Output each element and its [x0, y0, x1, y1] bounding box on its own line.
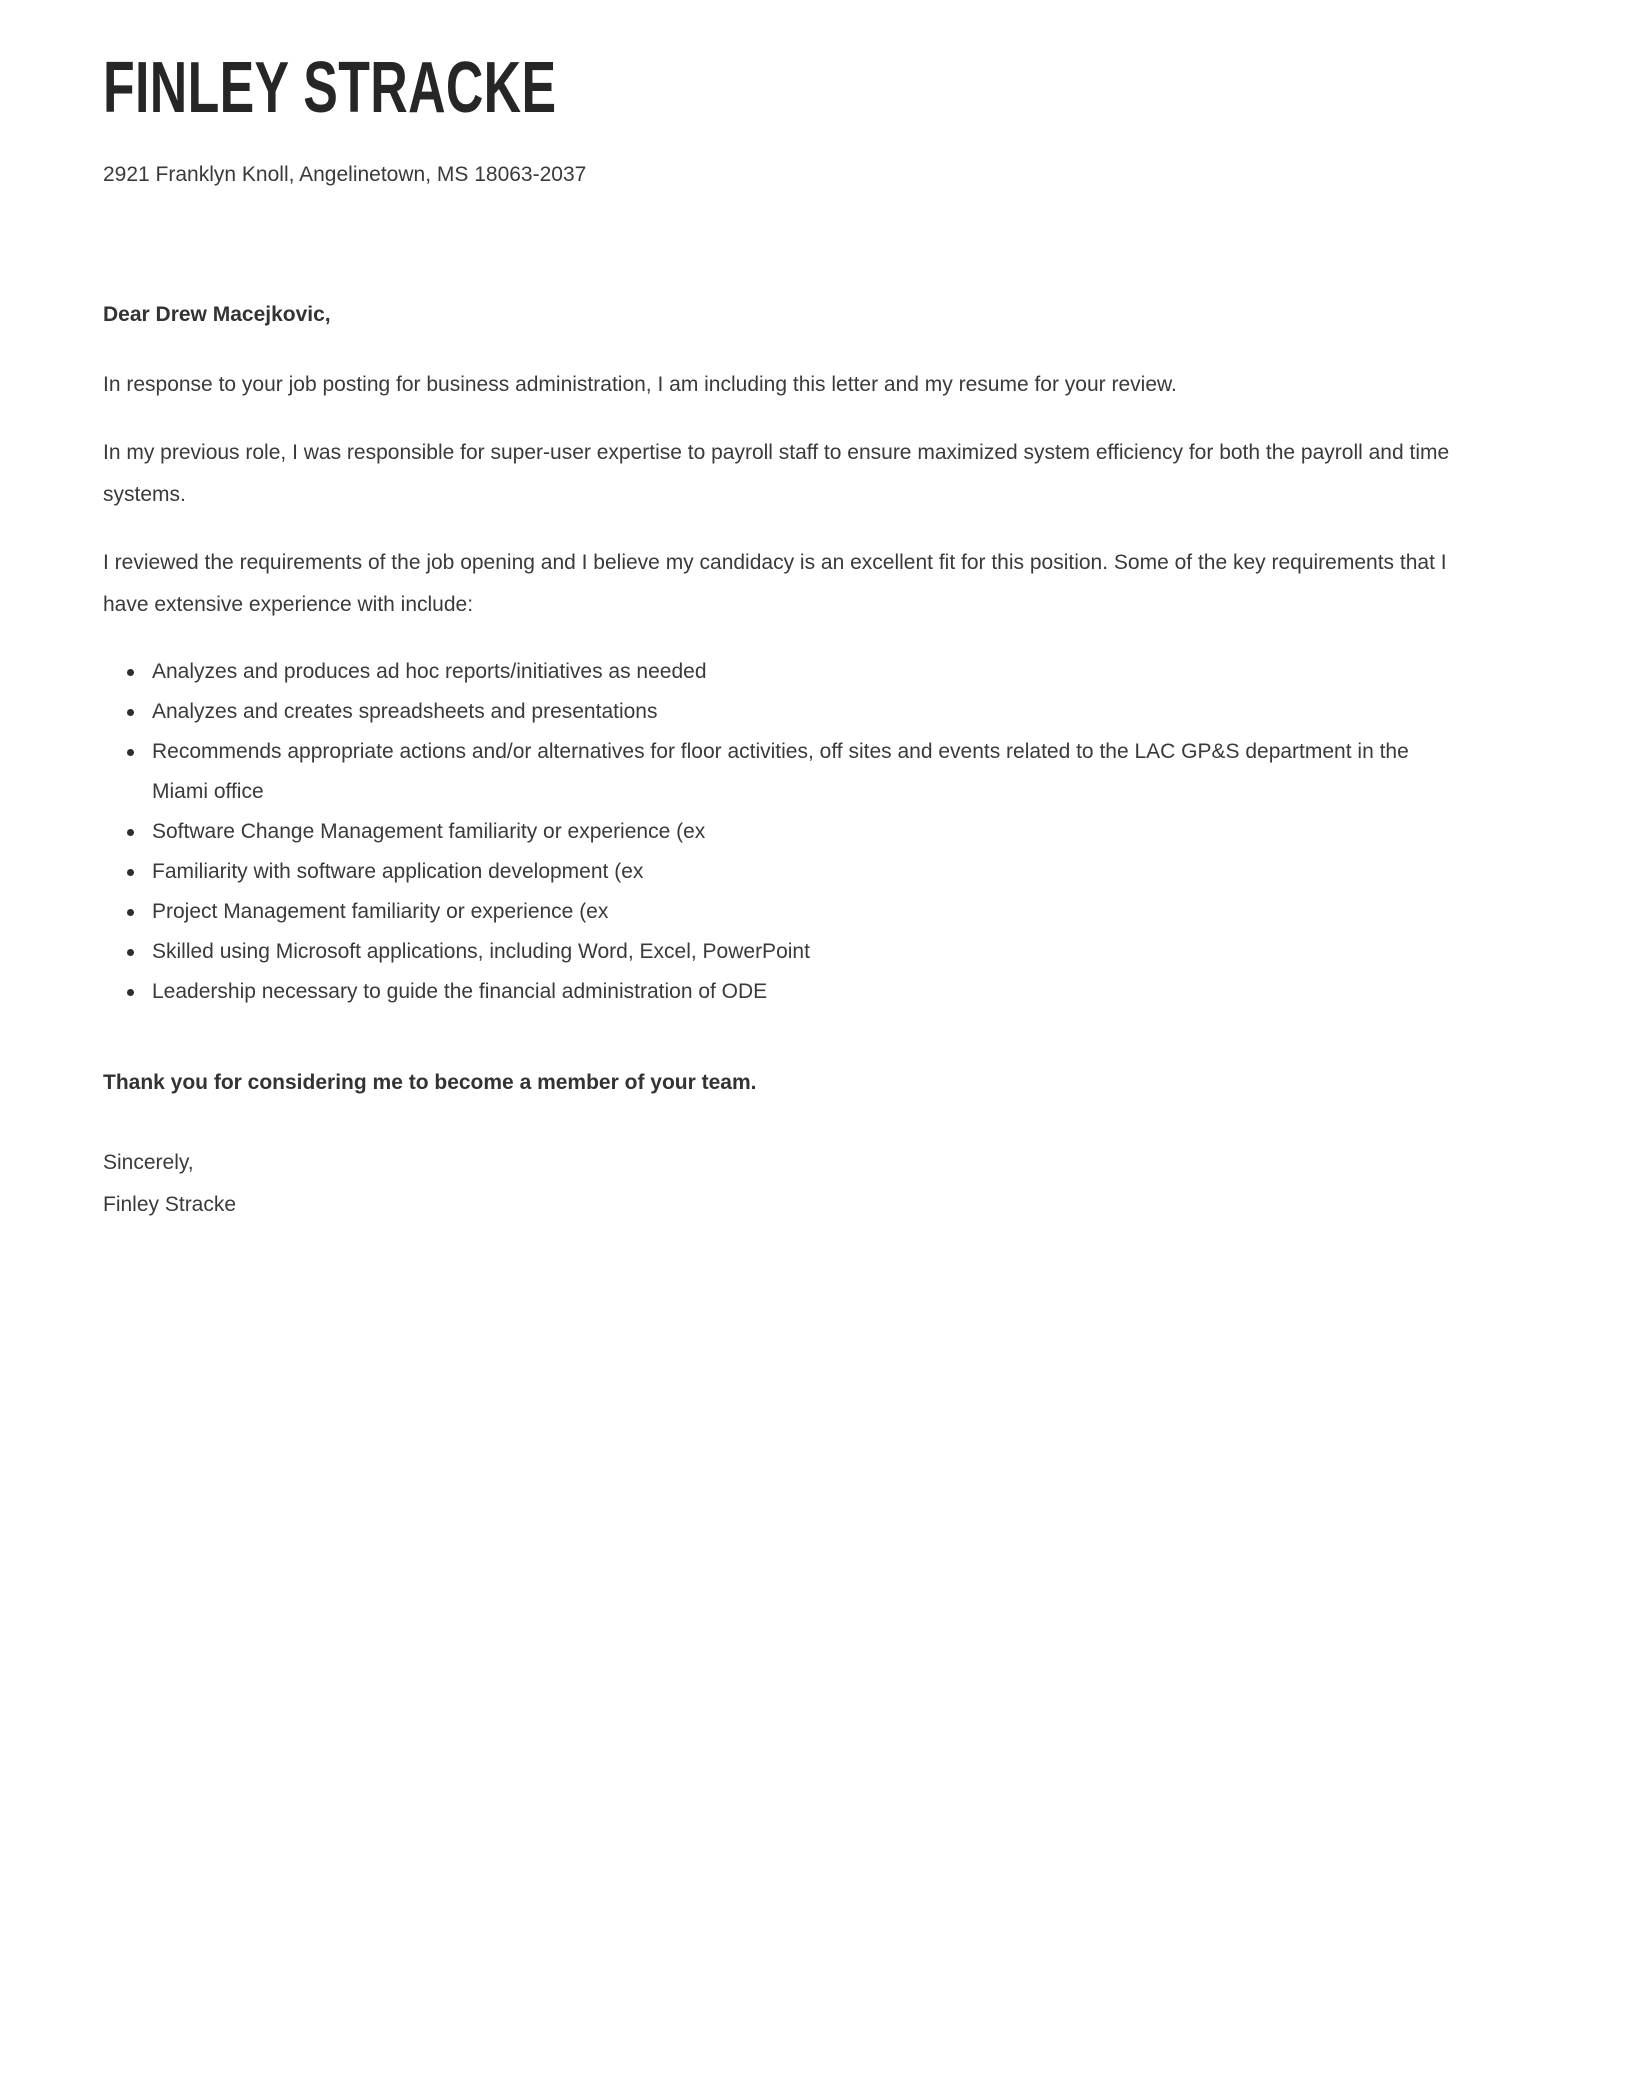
- signoff-line: Sincerely,: [103, 1151, 194, 1174]
- list-item: Leadership necessary to guide the financial administration of ODE: [127, 972, 1458, 1012]
- letter-paragraph: In response to your job posting for business administration, I am including this letter and my resume for your review.: [103, 373, 1177, 396]
- list-item: Software Change Management familiarity or experience (ex: [127, 812, 1458, 852]
- list-item: Familiarity with software application development (ex: [127, 852, 1458, 892]
- list-item: Project Management familiarity or experience (ex: [127, 892, 1458, 932]
- letter-header: [103, 48, 1458, 196]
- signature-block: [103, 1142, 1458, 1226]
- letter-paragraph: I reviewed the requirements of the job opening and I believe my candidacy is an excellent fit for this position. Some of the key requirements that I have extensive experience with include:: [103, 551, 1447, 616]
- list-item: Analyzes and produces ad hoc reports/initiatives as needed: [127, 652, 1458, 692]
- greeting-line: Dear Drew Macejkovic,: [103, 303, 331, 326]
- signature-name: Finley Stracke: [103, 1193, 237, 1216]
- cover-letter: [103, 48, 1458, 1226]
- list-item: Analyzes and creates spreadsheets and presentations: [127, 692, 1458, 732]
- page-title: FINLEY STRACKE: [103, 48, 557, 128]
- list-item: Recommends appropriate actions and/or alternatives for floor activities, off sites and events related to the LAC GP&S department in the Miami office: [127, 732, 1458, 812]
- letter-paragraph: In my previous role, I was responsible for super-user expertise to payroll staff to ensure maximized system efficiency for both the payroll and time systems.: [103, 441, 1450, 506]
- list-item: Skilled using Microsoft applications, including Word, Excel, PowerPoint: [127, 932, 1458, 972]
- requirements-list: [103, 652, 1458, 1012]
- letter-body-paragraphs: [103, 364, 1458, 626]
- closing-thanks-line: Thank you for considering me to become a member of your team.: [103, 1071, 757, 1094]
- candidate-address: 2921 Franklyn Knoll, Angelinetown, MS 18063-2037: [103, 163, 587, 186]
